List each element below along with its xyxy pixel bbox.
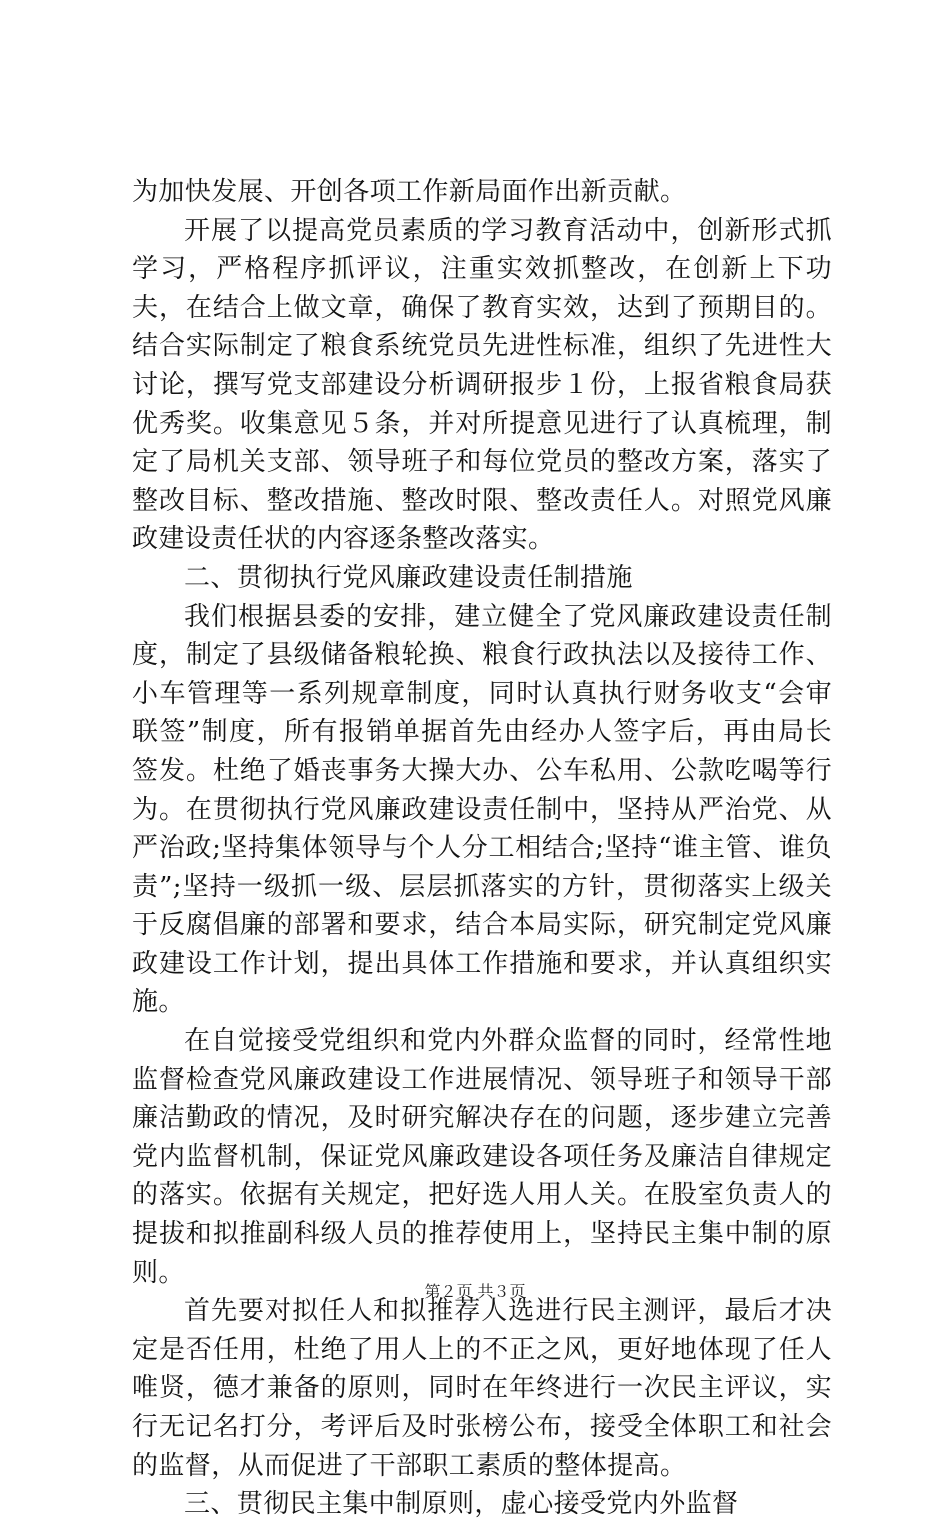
paragraph-responsibility-system: 我们根据县委的安排，建立健全了党风廉政建设责任制度，制定了县级储备粮轮换、粮食行政执法以及接待工作、小车管理等一系列规章制度，同时认真执行财务收支“会审联签”制度，所有报销单据首先由经办人签字后，再由局长签发。杜绝了婚丧事务大操大办、公车私用、公款吃喝等行为。在贯彻执行党风廉政建设责任制中，坚持从严治党、从严治政;坚持集体领导与个人分工相结合;坚持“谁主管、谁负责”;坚持一级抓一级、层层抓落实的方针，贯彻落实上级关于反腐倡廉的部署和要求，结合本局实际，研究制定党风廉政建设工作计划，提出具体工作措施和要求，并认真组织实施。 [132,601,832,1018]
document-body [132,173,832,1524]
paragraph-continuation: 为加快发展、开创各项工作新局面作出新贡献。 [132,177,687,207]
paragraph-study-education: 开展了以提高党员素质的学习教育活动中，创新形式抓学习，严格程序抓评议，注重实效抓整改，在创新上下功夫，在结合上做文章，确保了教育实效，达到了预期目的。结合实际制定了粮食系统党员先进性标准，组织了先进性大讨论，撰写党支部建设分析调研报步１份，上报省粮食局获优秀奖。收集意见５条，并对所提意见进行了认真梳理，制定了局机关支部、领导班子和每位党员的整改方案，落实了整改目标、整改措施、整改时限、整改责任人。对照党风廉政建设责任状的内容逐条整改落实。 [132,215,832,555]
paragraph-democratic-evaluation: 首先要对拟任人和拟推荐人选进行民主测评，最后才决定是否任用，杜绝了用人上的不正之风，更好地体现了任人唯贤，德才兼备的原则，同时在年终进行一次民主评议，实行无记名打分，考评后及时张榜公布，接受全体职工和社会的监督，从而促进了干部职工素质的整体提高。 [132,1296,832,1481]
page-footer [0,1282,950,1302]
paragraph-supervision: 在自觉接受党组织和党内外群众监督的同时，经常性地监督检查党风廉政建设工作进展情况、领导班子和领导干部廉洁勤政的情况，及时研究解决存在的问题，逐步建立完善党内监督机制，保证党风廉政建设各项任务及廉洁自律规定的落实。依据有关规定，把好选人用人关。在股室负责人的提拔和拟推副科级人员的推荐使用上，坚持民主集中制的原则。 [132,1026,832,1288]
page-number-indicator: 第２页 共３页 [424,1282,526,1301]
section-heading-3: 三、贯彻民主集中制原则，虚心接受党内外监督 [184,1489,739,1520]
section-heading-2: 二、贯彻执行党风廉政建设责任制措施 [184,562,633,593]
